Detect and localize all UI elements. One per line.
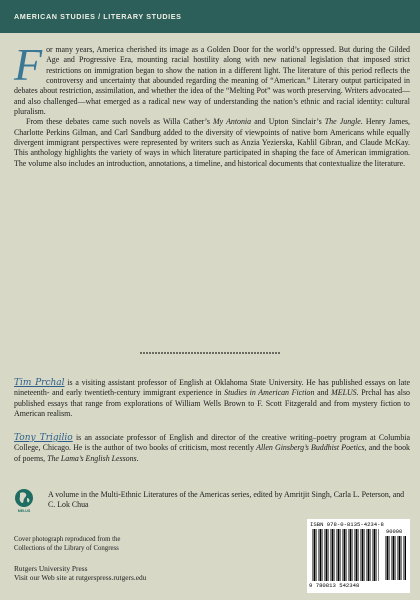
- publisher-info: [14, 564, 214, 582]
- author-signature: Tony Trigilio: [14, 433, 73, 443]
- barcode-bar: [348, 529, 349, 581]
- barcode-bar: [332, 529, 334, 581]
- desc2-a: From these debates came such novels as Willa Cather’s: [26, 117, 214, 127]
- credit-line-2: Collections of the Library of Congress: [14, 544, 119, 552]
- barcode-bar: [397, 536, 398, 580]
- drop-cap: F: [14, 39, 43, 90]
- ean-number: 9 780813 542348: [309, 582, 360, 589]
- author-bio-prchal: [14, 378, 410, 419]
- barcode-bar: [354, 529, 355, 581]
- price-code: 90000: [386, 529, 403, 535]
- description-text-1: or many years, America cherished its image as a Golden Door for the world’s oppressed. But during the Gilded Age and Progressive Era, mounting racial hostility along with new national legislation that imposed strict restrictions on immigration began to show the nation in a different light. The literature of this period reflects the controversy and uncertainty that abounded regarding the meaning of “American.” Literary output participated in debates about restriction, assimilation, and whether the idea of the “Melting Pot” was worth preserving. Writers advocated—and also challenged—what emerged as a radical new way of understanding the nation’s ethnic and racial identity: cultural pluralism.: [14, 45, 410, 117]
- barcode-bar: [368, 529, 370, 581]
- bio2-e: .: [136, 453, 139, 463]
- bio2-book-2: The Lama’s English Lessons: [47, 453, 137, 463]
- desc2-e: . Henry James, Charlotte Perkins Gilman, and Carl Sandburg added to the diversity of viewpoints of native born Americans while equally divergent immigrant perspectives were represented by writers such as Anzia Yezierska, Kahlil Gibran, and Claude McKay. This anthology highlights the variety of ways in which literature participated in shaping the face of American immigration. The volume also includes an introduction, annotations, a timeline, and historical documents that contextualize the literature.: [14, 117, 410, 168]
- barcode-bar: [318, 529, 319, 581]
- description-paragraph-2: [14, 117, 410, 169]
- publisher-name: Rutgers University Press: [14, 564, 88, 573]
- ornamental-divider: [140, 352, 280, 354]
- globe-mark: [15, 489, 33, 507]
- credit-line-1: Cover photograph reproduced from the: [14, 536, 121, 543]
- barcode-bar: [326, 529, 328, 581]
- barcode-bar: [324, 529, 325, 581]
- barcode-bar: [340, 529, 341, 581]
- barcode-bar: [336, 529, 337, 581]
- barcode-bar: [330, 529, 331, 581]
- barcode-bar: [405, 536, 407, 580]
- barcode-bar: [389, 536, 390, 580]
- book-description: [14, 39, 410, 169]
- barcode-bar: [358, 529, 359, 581]
- bio2-a: is an associate professor of English and director of the creative writing–poetry program at Columbia College, Chicago. He is the author of two books of criticism, most recently: [14, 433, 410, 453]
- barcode-bar: [372, 529, 373, 581]
- bio2-book-1: Allen Ginsberg’s Buddhist Poetics: [256, 443, 365, 453]
- bio1-c: and: [314, 388, 332, 398]
- barcode-bar: [401, 536, 402, 580]
- barcode-bar: [403, 536, 404, 580]
- barcode-bar: [342, 529, 343, 581]
- barcode-bar: [352, 529, 353, 581]
- barcode-bar: [378, 529, 379, 581]
- title-my-antonia: My Antonia: [213, 117, 252, 127]
- barcode-icon: [307, 519, 410, 593]
- barcode-bar: [356, 529, 358, 581]
- barcode-bar: [399, 536, 401, 580]
- author-bio-trigilio: [14, 433, 410, 464]
- desc2-c: and Upton Sinclair’s: [251, 117, 325, 127]
- barcode-bar: [350, 529, 352, 581]
- title-the-jungle: The Jungle: [324, 117, 361, 127]
- barcode-bar: [360, 529, 361, 581]
- ean-bars: [312, 529, 380, 581]
- logo-lettering: MELUS: [17, 509, 31, 513]
- publisher-website: Visit our Web site at rutgerspress.rutgers.edu: [14, 573, 147, 582]
- barcode-bar: [366, 529, 367, 581]
- barcode-bar: [376, 529, 377, 581]
- barcode-bar: [374, 529, 376, 581]
- barcode-bar: [391, 536, 392, 580]
- bio1-journal-2: MELUS: [331, 388, 357, 398]
- isbn-label: ISBN 978-0-8135-4234-8: [310, 521, 384, 528]
- barcode-bar: [338, 529, 340, 581]
- cover-photo-credit: [14, 536, 174, 553]
- bio2-c: , and the book of poems,: [14, 443, 410, 463]
- barcode-bar: [364, 529, 365, 581]
- barcode-bar: [312, 529, 313, 581]
- addon-bars: [385, 536, 407, 580]
- barcode-bar: [334, 529, 335, 581]
- series-description: A volume in the Multi-Ethnic Literatures of the Americas series, edited by Amritjit Singh, Carla L. Peterson, and C. Lok Chua: [48, 490, 405, 510]
- barcode-bar: [393, 536, 395, 580]
- barcode-bar: [344, 529, 346, 581]
- author-signature: Tim Prchal: [14, 378, 65, 388]
- barcode-bar: [385, 536, 386, 580]
- description-paragraph-1: [14, 39, 410, 117]
- melus-globe-logo-icon: [14, 489, 34, 511]
- bio1-journal-1: Studies in American Fiction: [224, 388, 315, 398]
- barcode-bar: [387, 536, 389, 580]
- barcode-bar: [346, 529, 347, 581]
- header-band: [0, 0, 420, 33]
- bio1-a: is a visiting assistant professor of English at Oklahoma State University. He has published essays on late nineteenth- and early twentieth-century immigrant experience in: [14, 378, 411, 398]
- bio1-e: . Prchal has also published essays that range from explorations of William Wells Brown to F. Scott Fitzgerald and from mystery fiction to American realism.: [14, 388, 410, 419]
- subject-label: AMERICAN STUDIES / LITERARY STUDIES: [14, 12, 182, 21]
- barcode-bar: [362, 529, 364, 581]
- barcode-bar: [316, 529, 317, 581]
- barcode-bar: [320, 529, 322, 581]
- barcode-bar: [322, 529, 323, 581]
- barcode-bar: [395, 536, 396, 580]
- barcode-bar: [328, 529, 329, 581]
- barcode-bar: [314, 529, 316, 581]
- barcode-bar: [370, 529, 371, 581]
